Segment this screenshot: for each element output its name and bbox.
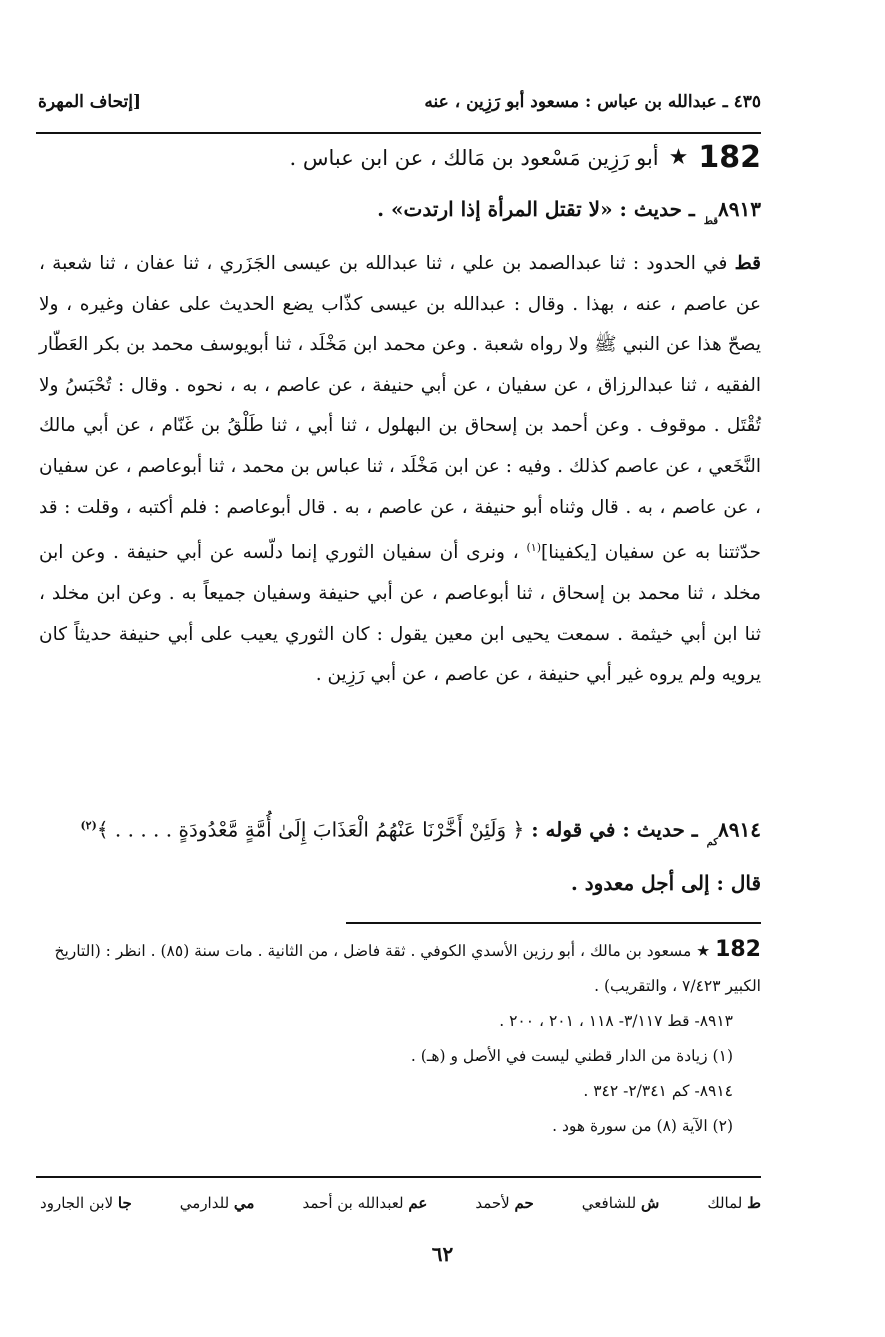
footnote-narrator [49, 932, 761, 1004]
footnotes [49, 932, 761, 1144]
footnote-ref-2: (٢) [80, 819, 97, 832]
hadith-number: ٨٩١٣ [718, 197, 761, 221]
hadith-8914 [36, 806, 761, 903]
abbrev-item: ش للشافعي [581, 1194, 660, 1212]
abbreviation-key [40, 1188, 761, 1218]
quran-verse: ﴿ وَلَئِنْ أَخَّرْنَا عَنْهُمُ الْعَذَابَ إِلَىٰ أُمَّةٍ مَّعْدُودَةٍ . . . . . ﴾ [96, 817, 525, 842]
hadith-8914-text: قال : إلى أجل معدود . [570, 870, 761, 895]
header-book-title: [إتحاف المهرة [38, 92, 142, 112]
abbrev-item: جا لابن الجارود [40, 1194, 132, 1212]
footnote-text: مسعود بن مالك ، أبو رزين الأسدي الكوفي . ثقة فاضل ، من الثانية . مات سنة (٨٥) . انظر : (التاريخ الكبير ٧/٤٢٣ ، والتقريب) . [54, 942, 761, 995]
abbrev-item: حم لأحمد [475, 1194, 534, 1212]
source-mark: كم [706, 836, 719, 848]
narrator-number: 182 [698, 140, 761, 175]
hadith-intro: ـ حديث : في قوله : [531, 817, 698, 842]
hadith-title: ـ حديث : «لا تقتل المرأة إذا ارتدت» . [377, 197, 695, 221]
footnote-1: (١) زيادة من الدار قطني ليست في الأصل و (هـ) . [410, 1047, 733, 1065]
source-mark: قط [703, 216, 719, 227]
narrator-heading-text: أبو رَزِين مَسْعود بن مَالك ، عن ابن عباس . [289, 145, 659, 170]
abbrev-item: عم لعبدالله بن أحمد [302, 1194, 428, 1212]
abbrev-item: مي للدارمي [179, 1194, 255, 1212]
hadith-8914-heading [36, 806, 761, 863]
body-paragraph-part1: في الحدود : ثنا عبدالصمد بن علي ، ثنا عبدالله بن عيسى الجَزَري ، ثنا عفان ، ثنا شعبة ، عن عاصم ، عنه ، بهذا . وقال : عبدالله بن عيسى كذّاب يضع الحديث على عفان وغيره ، ولا يصحّ هذا عن النبي ﷺ ولا رواه شعبة . وعن محمد ابن مَخْلَد ، ثنا أبويوسف محمد بن بكر العَطّار الفقيه ، ثنا عبدالرزاق ، عن سفيان ، عن أبي حنيفة ، عن عاصم ، به ، نحوه . وقال : تُحْبَسُ ولا تُقْتَل . موقوف . وعن أحمد بن إسحاق بن البهلول ، ثنا أبي ، ثنا طَلْقُ بن غَنّام ، عن أبي مالك النَّخَعي ، عن عاصم كذلك . وفيه : عن ابن مَخْلَد ، ثنا عباس بن محمد ، ثنا أبوعاصم ، عن سفيان ، عن عاصم ، به . قال وثناه أبو حنيفة ، عن عاصم ، به . قال أبوعاصم : فلم أكتبه ، وقلت : قد حدّثتنا به عن سفيان [يكفينا] [39, 253, 761, 564]
page-number: ٦٢ [431, 1242, 454, 1266]
footnote-number: 182 [715, 937, 761, 962]
footnote-8914: ٨٩١٤- كم ٢/٣٤١- ٣٤٢ . [583, 1082, 733, 1100]
star-icon: ★ [668, 145, 689, 170]
body-paragraph-part2: ، ونرى أن سفيان الثوري إنما دلّسه عن أبي حنيفة . وعن ابن مخلد ، ثنا محمد بن إسحاق ، ثنا أبوعاصم ، عن أبي حنيفة وسفيان جميعاً به . وعن ابن مخلد ، ثنا ابن أبي خيثمة . سمعت يحيى ابن معين يقول : كان الثوري يعيب على أبي حنيفة حديثاً كان يرويه ولم يروه غير أبي حنيفة ، عن عاصم ، عن أبي رَزِين . [39, 542, 761, 686]
hadith-8913-heading [36, 197, 761, 227]
footnote-8913: ٨٩١٣- قط ٣/١١٧- ١١٨ ، ٢٠١ ، ٢٠٠ . [499, 1012, 733, 1030]
header-rule [36, 132, 761, 134]
abbrev-item: ط لمالك [707, 1194, 761, 1212]
abbrev-rule [36, 1176, 761, 1178]
hadith-8913-body [39, 244, 761, 696]
running-header [38, 84, 761, 120]
narrator-entry-heading [36, 140, 761, 175]
header-chapter-title: ٤٣٥ ـ عبدالله بن عباس : مسعود أبو رَزِين ، عنه [424, 92, 761, 112]
footnote-2: (٢) الآية (٨) من سورة هود . [552, 1117, 733, 1135]
footnote-ref-1: (١) [526, 541, 541, 555]
footnote-rule [346, 922, 761, 924]
hadith-number: ٨٩١٤ [718, 817, 761, 842]
source-abbrev: قط [734, 253, 761, 274]
star-icon: ★ [696, 942, 711, 960]
